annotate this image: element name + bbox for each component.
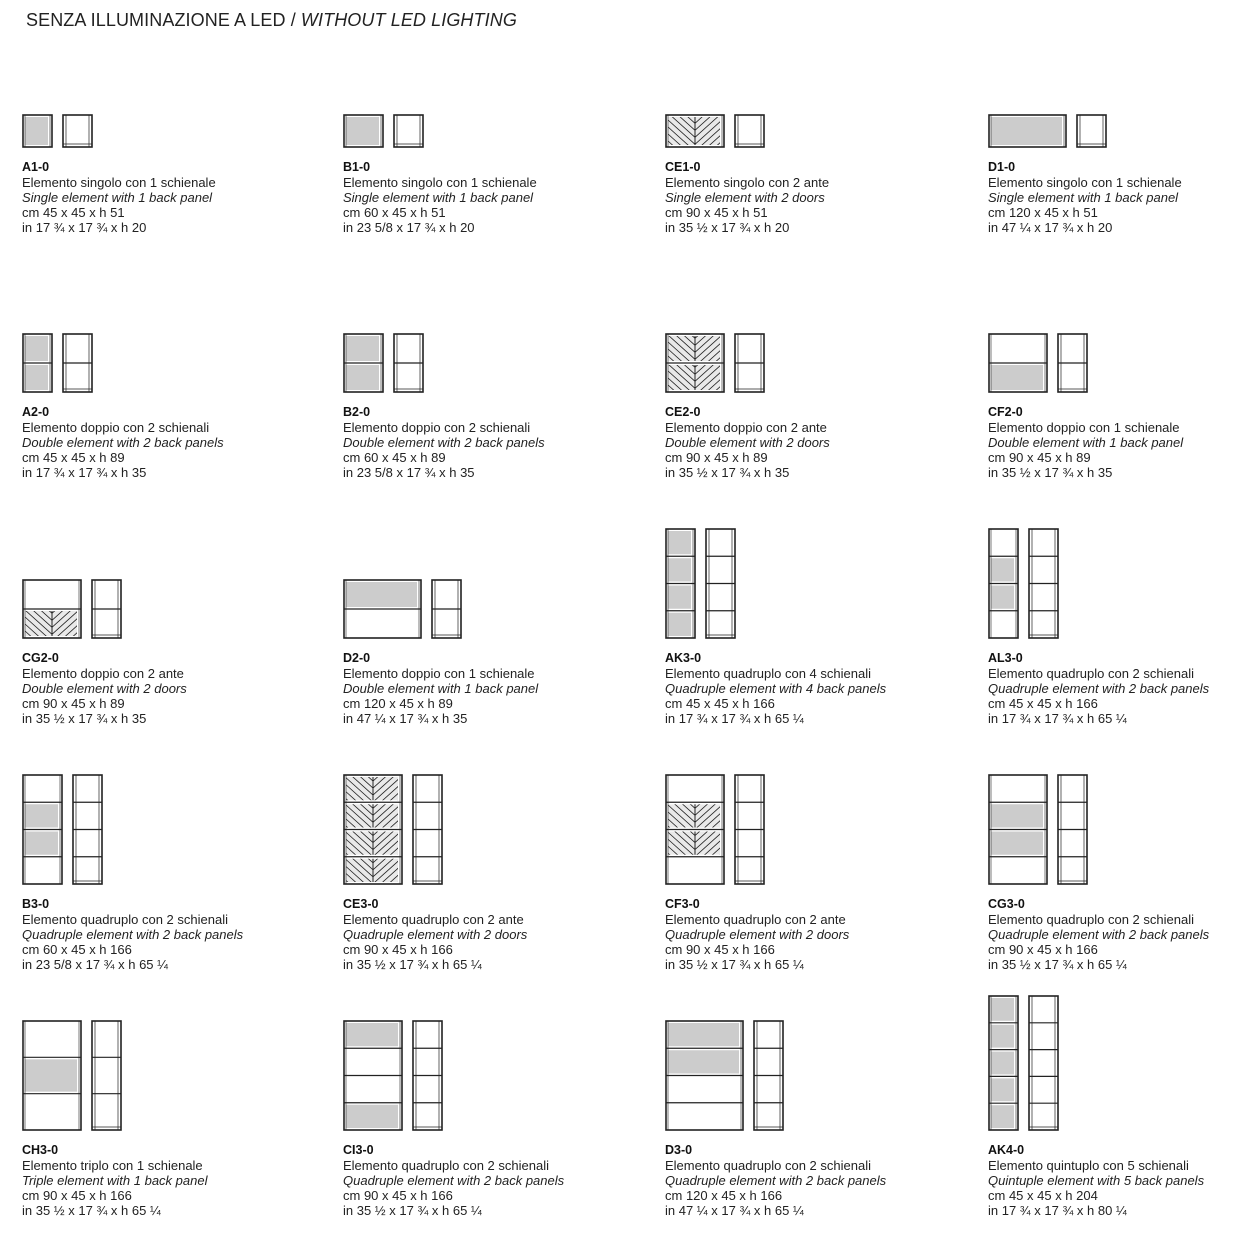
description-it: Elemento quadruplo con 2 schienali — [988, 666, 1194, 681]
product-drawing — [665, 528, 737, 639]
back-panel — [25, 804, 58, 827]
product-code: CE2-0 — [665, 405, 701, 419]
description-en: Quadruple element with 2 back panels — [988, 927, 1210, 942]
description-it: Elemento quadruplo con 2 ante — [343, 912, 524, 927]
dimensions-in: in 35 ½ x 17 ¾ x h 65 ¼ — [343, 1203, 482, 1218]
back-panel — [991, 1052, 1014, 1075]
dimensions-in: in 23 5/8 x 17 ¾ x h 20 — [343, 220, 475, 235]
dimensions-in: in 35 ½ x 17 ¾ x h 35 — [988, 465, 1113, 480]
product-drawing — [343, 114, 425, 148]
description-it: Elemento quadruplo con 2 schienali — [988, 912, 1194, 927]
back-panel — [668, 1050, 739, 1073]
back-panel — [991, 365, 1043, 390]
product-code: AK4-0 — [988, 1143, 1025, 1157]
back-panel — [346, 1105, 398, 1128]
product-info — [988, 1143, 1238, 1218]
back-panel — [991, 832, 1043, 855]
description-en: Quadruple element with 2 doors — [343, 927, 528, 942]
product-code: CF2-0 — [988, 405, 1023, 419]
dimensions-in: in 35 ½ x 17 ¾ x h 35 — [665, 465, 790, 480]
front-view — [666, 1021, 743, 1130]
product-drawing — [22, 114, 94, 148]
back-panel — [668, 558, 691, 581]
product-code: CG3-0 — [988, 897, 1025, 911]
dimensions-in: in 35 ½ x 17 ¾ x h 20 — [665, 220, 790, 235]
product-drawing — [665, 774, 766, 885]
product-code: B3-0 — [22, 897, 50, 911]
back-panel — [668, 586, 691, 609]
back-panel — [25, 336, 48, 361]
side-view — [394, 115, 423, 147]
dimensions-cm: cm 90 x 45 x h 166 — [343, 942, 453, 957]
description-en: Double element with 1 back panel — [343, 681, 539, 696]
product-code: D3-0 — [665, 1143, 693, 1157]
product-drawing — [22, 579, 123, 639]
description-en: Quadruple element with 2 doors — [665, 927, 850, 942]
dimensions-cm: cm 90 x 45 x h 166 — [343, 1188, 453, 1203]
product-info — [665, 160, 915, 235]
dimensions-in: in 17 ¾ x 17 ¾ x h 35 — [22, 465, 147, 480]
back-panel — [346, 582, 417, 607]
dimensions-cm: cm 45 x 45 x h 166 — [665, 696, 775, 711]
back-panel — [668, 531, 691, 554]
product-info — [22, 897, 272, 972]
side-view — [1058, 334, 1087, 392]
dimensions-cm: cm 90 x 45 x h 89 — [22, 696, 125, 711]
product-code: A2-0 — [22, 405, 50, 419]
product-code: CF3-0 — [665, 897, 700, 911]
dimensions-cm: cm 60 x 45 x h 166 — [22, 942, 132, 957]
dimensions-cm: cm 90 x 45 x h 166 — [665, 942, 775, 957]
back-panel — [346, 1023, 398, 1046]
side-view — [1029, 996, 1058, 1130]
description-it: Elemento quadruplo con 2 schienali — [343, 1158, 549, 1173]
product-code: A1-0 — [22, 160, 50, 174]
side-view — [63, 115, 92, 147]
back-panel — [346, 365, 379, 390]
product-info — [22, 651, 272, 726]
dimensions-cm: cm 45 x 45 x h 204 — [988, 1188, 1098, 1203]
dimensions-in: in 35 ½ x 17 ¾ x h 65 ¼ — [22, 1203, 161, 1218]
description-it: Elemento doppio con 1 schienale — [988, 420, 1180, 435]
product-drawing — [343, 333, 425, 393]
dimensions-in: in 23 5/8 x 17 ¾ x h 35 — [343, 465, 475, 480]
front-view — [23, 334, 52, 392]
description-en: Single element with 2 doors — [665, 190, 825, 205]
product-code: B1-0 — [343, 160, 371, 174]
back-panel — [25, 117, 48, 145]
side-view — [735, 775, 764, 884]
dimensions-cm: cm 60 x 45 x h 89 — [343, 450, 446, 465]
front-view — [989, 334, 1047, 392]
description-it: Elemento doppio con 1 schienale — [343, 666, 535, 681]
dimensions-in: in 35 ½ x 17 ¾ x h 65 ¼ — [665, 957, 804, 972]
product-drawing — [343, 579, 463, 639]
product-drawing — [988, 333, 1089, 393]
description-it: Elemento quintuplo con 5 schienali — [988, 1158, 1189, 1173]
description-it: Elemento singolo con 1 schienale — [343, 175, 537, 190]
back-panel — [346, 117, 379, 145]
product-info — [988, 160, 1238, 235]
product-code: B2-0 — [343, 405, 371, 419]
side-view — [394, 334, 423, 392]
dimensions-cm: cm 90 x 45 x h 89 — [988, 450, 1091, 465]
dimensions-cm: cm 120 x 45 x h 89 — [343, 696, 453, 711]
product-drawing — [22, 1020, 123, 1131]
dimensions-in: in 47 ¼ x 17 ¾ x h 65 ¼ — [665, 1203, 804, 1218]
back-panel — [668, 613, 691, 636]
dimensions-in: in 23 5/8 x 17 ¾ x h 65 ¼ — [22, 957, 168, 972]
description-it: Elemento doppio con 2 schienali — [343, 420, 531, 435]
front-view — [666, 529, 695, 638]
description-it: Elemento quadruplo con 2 ante — [665, 912, 846, 927]
description-it: Elemento singolo con 1 schienale — [22, 175, 216, 190]
product-drawing — [665, 114, 766, 148]
back-panel — [991, 804, 1043, 827]
product-drawing — [665, 333, 766, 393]
description-en: Quadruple element with 2 back panels — [22, 927, 244, 942]
back-panel — [25, 1059, 77, 1091]
side-view — [735, 334, 764, 392]
product-info — [988, 651, 1238, 726]
back-panel — [991, 1105, 1014, 1128]
description-en: Single element with 1 back panel — [988, 190, 1179, 205]
back-panel — [991, 117, 1062, 145]
product-drawing — [343, 774, 444, 885]
product-info — [343, 160, 593, 235]
front-view — [989, 775, 1047, 884]
description-it: Elemento triplo con 1 schienale — [22, 1158, 203, 1173]
dimensions-cm: cm 45 x 45 x h 51 — [22, 205, 125, 220]
page-header — [26, 10, 517, 31]
dimensions-in: in 17 ¾ x 17 ¾ x h 65 ¼ — [665, 711, 804, 726]
back-panel — [991, 1078, 1014, 1101]
product-info — [22, 160, 272, 235]
side-view — [706, 529, 735, 638]
product-info — [665, 651, 915, 726]
dimensions-cm: cm 45 x 45 x h 89 — [22, 450, 125, 465]
front-view — [344, 334, 383, 392]
side-view — [92, 580, 121, 638]
dimensions-in: in 17 ¾ x 17 ¾ x h 20 — [22, 220, 147, 235]
header-title-it: SENZA ILLUMINAZIONE A LED — [26, 10, 286, 30]
description-en: Triple element with 1 back panel — [22, 1173, 208, 1188]
side-view — [413, 1021, 442, 1130]
back-panel — [991, 1025, 1014, 1048]
dimensions-cm: cm 45 x 45 x h 166 — [988, 696, 1098, 711]
product-info — [22, 405, 272, 480]
description-en: Double element with 2 back panels — [343, 435, 545, 450]
product-code: CH3-0 — [22, 1143, 59, 1157]
header-title-en: WITHOUT LED LIGHTING — [300, 10, 517, 30]
description-it: Elemento doppio con 2 ante — [665, 420, 827, 435]
product-info — [988, 405, 1238, 480]
product-info — [22, 1143, 272, 1218]
product-drawing — [22, 774, 104, 885]
front-view — [344, 115, 383, 147]
description-en: Quadruple element with 2 back panels — [343, 1173, 565, 1188]
product-drawing — [988, 114, 1108, 148]
back-panel — [346, 336, 379, 361]
side-view — [92, 1021, 121, 1130]
description-en: Double element with 2 doors — [22, 681, 187, 696]
description-en: Quadruple element with 2 back panels — [665, 1173, 887, 1188]
product-info — [343, 897, 593, 972]
dimensions-cm: cm 90 x 45 x h 51 — [665, 205, 768, 220]
back-panel — [25, 365, 48, 390]
product-info — [988, 897, 1238, 972]
dimensions-in: in 35 ½ x 17 ¾ x h 65 ¼ — [343, 957, 482, 972]
front-view — [23, 775, 62, 884]
product-drawing — [988, 528, 1060, 639]
side-view — [432, 580, 461, 638]
front-view — [989, 115, 1066, 147]
description-en: Quintuple element with 5 back panels — [988, 1173, 1205, 1188]
dimensions-cm: cm 90 x 45 x h 166 — [22, 1188, 132, 1203]
product-drawing — [988, 995, 1060, 1131]
product-code: AL3-0 — [988, 651, 1023, 665]
front-view — [989, 529, 1018, 638]
description-it: Elemento singolo con 2 ante — [665, 175, 830, 190]
product-code: D2-0 — [343, 651, 371, 665]
front-view — [344, 1021, 402, 1130]
side-view — [1077, 115, 1106, 147]
dimensions-cm: cm 120 x 45 x h 166 — [665, 1188, 783, 1203]
dimensions-in: in 35 ½ x 17 ¾ x h 35 — [22, 711, 147, 726]
product-code: CE3-0 — [343, 897, 379, 911]
back-panel — [25, 832, 58, 855]
back-panel — [991, 586, 1014, 609]
description-it: Elemento doppio con 2 ante — [22, 666, 184, 681]
description-it: Elemento doppio con 2 schienali — [22, 420, 210, 435]
description-en: Quadruple element with 4 back panels — [665, 681, 887, 696]
dimensions-cm: cm 90 x 45 x h 166 — [988, 942, 1098, 957]
side-view — [73, 775, 102, 884]
product-drawing — [343, 1020, 444, 1131]
front-view — [23, 115, 52, 147]
product-code: D1-0 — [988, 160, 1016, 174]
dimensions-cm: cm 60 x 45 x h 51 — [343, 205, 446, 220]
product-code: CG2-0 — [22, 651, 59, 665]
product-info — [665, 405, 915, 480]
dimensions-in: in 35 ½ x 17 ¾ x h 65 ¼ — [988, 957, 1127, 972]
dimensions-in: in 47 ¼ x 17 ¾ x h 20 — [988, 220, 1113, 235]
description-it: Elemento quadruplo con 2 schienali — [665, 1158, 871, 1173]
dimensions-in: in 47 ¼ x 17 ¾ x h 35 — [343, 711, 468, 726]
description-it: Elemento singolo con 1 schienale — [988, 175, 1182, 190]
description-it: Elemento quadruplo con 2 schienali — [22, 912, 228, 927]
product-drawing — [665, 1020, 785, 1131]
product-code: AK3-0 — [665, 651, 702, 665]
back-panel — [991, 998, 1014, 1021]
product-info — [343, 1143, 593, 1218]
side-view — [1058, 775, 1087, 884]
description-en: Single element with 1 back panel — [22, 190, 213, 205]
product-drawing — [988, 774, 1089, 885]
description-en: Single element with 1 back panel — [343, 190, 534, 205]
front-view — [989, 996, 1018, 1130]
side-view — [735, 115, 764, 147]
front-view — [344, 580, 421, 638]
back-panel — [668, 1023, 739, 1046]
product-info — [665, 897, 915, 972]
dimensions-in: in 17 ¾ x 17 ¾ x h 65 ¼ — [988, 711, 1127, 726]
product-info — [665, 1143, 915, 1218]
side-view — [63, 334, 92, 392]
product-code: CE1-0 — [665, 160, 701, 174]
product-code: CI3-0 — [343, 1143, 374, 1157]
side-view — [754, 1021, 783, 1130]
description-en: Double element with 2 back panels — [22, 435, 224, 450]
side-view — [413, 775, 442, 884]
description-en: Double element with 2 doors — [665, 435, 830, 450]
dimensions-cm: cm 120 x 45 x h 51 — [988, 205, 1098, 220]
side-view — [1029, 529, 1058, 638]
header-separator: / — [290, 10, 296, 30]
description-en: Quadruple element with 2 back panels — [988, 681, 1210, 696]
dimensions-cm: cm 90 x 45 x h 89 — [665, 450, 768, 465]
dimensions-in: in 17 ¾ x 17 ¾ x h 80 ¼ — [988, 1203, 1127, 1218]
product-info — [343, 651, 593, 726]
back-panel — [991, 558, 1014, 581]
description-it: Elemento quadruplo con 4 schienali — [665, 666, 871, 681]
description-en: Double element with 1 back panel — [988, 435, 1184, 450]
product-info — [343, 405, 593, 480]
front-view — [23, 1021, 81, 1130]
product-drawing — [22, 333, 94, 393]
